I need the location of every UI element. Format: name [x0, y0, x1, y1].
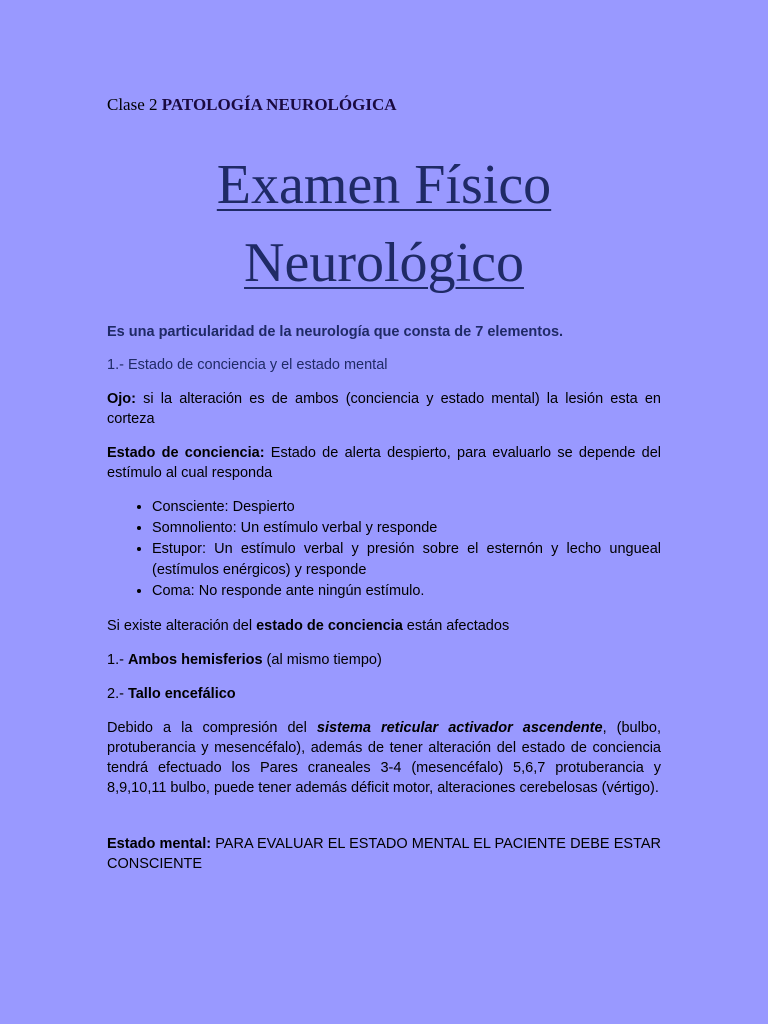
intro-paragraph: Es una particularidad de la neurología que consta de 7 elementos. [107, 324, 564, 340]
list-item: • Consciente: Despierto [152, 497, 661, 518]
title-line-2: Neurológico [244, 232, 524, 294]
class-header [107, 94, 661, 116]
item-1-number: 1.- [107, 652, 128, 668]
estado-conciencia-paragraph [107, 443, 661, 483]
estado-mental-paragraph [107, 834, 661, 874]
estado-conciencia-label: Estado de conciencia: [107, 445, 265, 461]
page-title [107, 146, 661, 302]
item-1-bold: Ambos hemisferios [127, 652, 263, 668]
ojo-text: si la alteración es de ambos (conciencia y estado mental) la lesión esta en corteza [107, 391, 661, 427]
section-heading-1: 1.- Estado de conciencia y el estado mental [107, 357, 388, 373]
item-1-text: (al mismo tiempo) [262, 652, 382, 668]
debido-text-after: , (bulbo, protuberancia y mesencéfalo), además de tener alteración del estado de conciencia tendrá efectuado los Pares craneales 3-4 (mesencéfalo) 5,6,7 protuberancia y 8,9,10,11 bulbo, puede tener además déficit motor, alteraciones cerebelosas (vértigo). [107, 720, 661, 796]
alteracion-bold: estado de conciencia [256, 618, 403, 634]
item-1-paragraph [107, 650, 661, 670]
alteracion-paragraph [107, 616, 661, 636]
estado-mental-text: PARA EVALUAR EL ESTADO MENTAL EL PACIENTE DEBE ESTAR CONSCIENTE [107, 836, 661, 872]
list-item: • Estupor: Un estímulo verbal y presión sobre el esternón y lecho ungueal (estímulos enérgicos) y responde [152, 539, 661, 581]
debido-bold-italic: sistema reticular activador ascendente [316, 720, 603, 736]
consciousness-levels-list [107, 497, 661, 602]
list-item: • Coma: No responde ante ningún estímulo. [152, 581, 661, 602]
list-item: • Somnoliento: Un estímulo verbal y responde [152, 518, 661, 539]
alteracion-text-after: están afectados [402, 618, 510, 634]
debido-paragraph [107, 718, 661, 798]
estado-mental-label: Estado mental: [107, 836, 212, 852]
ojo-paragraph [107, 389, 661, 429]
item-2-number: 2.- [107, 686, 128, 702]
item-2-bold: Tallo encefálico [127, 686, 236, 702]
class-number: Clase 2 [107, 95, 158, 114]
debido-text-before: Debido a la compresión del [107, 720, 317, 736]
estado-conciencia-text: Estado de alerta despierto, para evaluarlo se depende del estímulo al cual responda [107, 445, 661, 481]
course-name: PATOLOGÍA NEUROLÓGICA [161, 95, 397, 114]
title-line-1: Examen Físico [216, 154, 552, 216]
document-page [107, 94, 661, 874]
ojo-label: Ojo: [107, 391, 136, 407]
alteracion-text-before: Si existe alteración del [107, 618, 257, 634]
item-2-paragraph [107, 684, 661, 704]
